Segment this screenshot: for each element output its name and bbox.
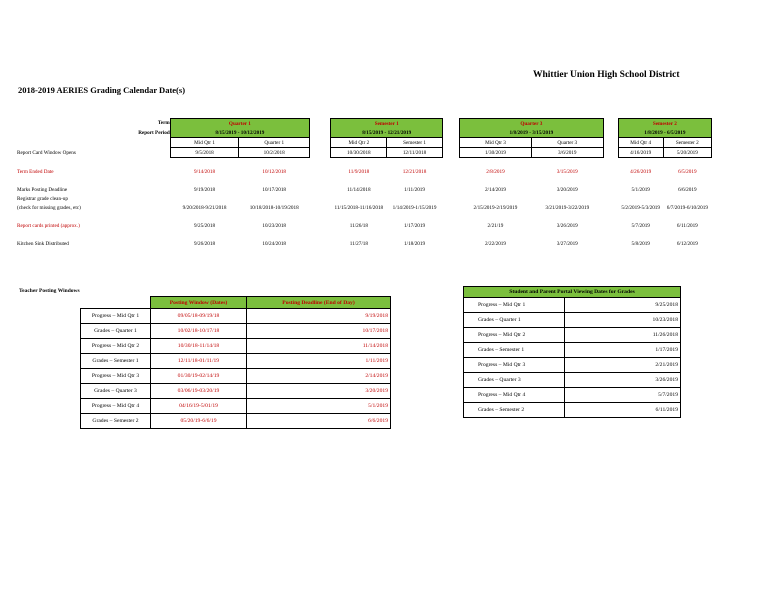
date-cell: 3/21/2019-3/22/2019: [545, 204, 590, 211]
date-cell: 10/24/2018: [262, 240, 287, 247]
row-label: Report cards printed (approx.): [17, 222, 80, 229]
date-cell: 1/17/2019: [404, 222, 426, 229]
date-cell: 2/8/2019: [486, 168, 505, 175]
portal-label: Grades – Semester 1: [464, 343, 565, 358]
date-cell: 10/30/2018: [331, 148, 387, 158]
table-row: [464, 403, 681, 418]
date-cell: 5/8/2019: [631, 240, 650, 247]
posting-deadline: 3/20/2019: [247, 384, 391, 399]
posting-window: 03/06/19-03/20/19: [151, 384, 247, 399]
row-label: Term Ended Date: [17, 168, 54, 175]
calendar-title: 2018-2019 AERIES Grading Calendar Date(s): [18, 85, 186, 95]
period-label: Mid Qtr 3: [460, 138, 532, 148]
date-cell: 9/26/2018: [194, 240, 216, 247]
posting-deadline: 6/6/2019: [247, 414, 391, 429]
row-label: Report Card Window Opens: [17, 149, 76, 156]
date-cell: 10/2/2018: [239, 148, 310, 158]
portal-viewing-table: [463, 286, 681, 418]
posting-window: 04/16/19-5/01/19: [151, 399, 247, 414]
portal-label: Progress – Mid Qtr 2: [464, 328, 565, 343]
term-ended-row: [17, 167, 712, 176]
row-label: (check for missing grades, etc): [17, 204, 81, 211]
term-header-row: [17, 119, 712, 129]
date-cell: 9/20/2018-9/21/2018: [182, 204, 227, 211]
row-label: Marks Posting Deadline: [17, 186, 68, 193]
posting-deadline: 5/1/2019: [247, 399, 391, 414]
date-cell: 2/21/19: [487, 222, 504, 229]
portal-label: Progress – Mid Qtr 1: [464, 298, 565, 313]
posting-label: Progress – Mid Qtr 1: [81, 309, 151, 324]
date-cell: 4/16/2019: [618, 148, 663, 158]
grading-calendar-table: [17, 118, 712, 248]
table-row: [464, 358, 681, 373]
posting-window: 10/30/18-11/14/18: [151, 339, 247, 354]
period-label: Mid Qtr 2: [331, 138, 387, 148]
date-cell: 6/6/2019: [678, 186, 697, 193]
posting-window: 09/05/18-09/19/18: [151, 309, 247, 324]
date-cell: 2/22/2019: [484, 240, 506, 247]
report-cards-printed-row: [17, 221, 712, 230]
date-cell: 1/30/2019: [460, 148, 532, 158]
range-header-row: [17, 128, 712, 138]
quarter3-range: 1/8/2019 - 3/15/2019: [460, 128, 604, 138]
report-card-window-row: [17, 148, 712, 158]
portal-label: Progress – Mid Qtr 4: [464, 388, 565, 403]
table-row: [81, 369, 391, 384]
date-cell: 2/14/2019: [484, 186, 506, 193]
date-cell: 3/15/2019: [556, 168, 578, 175]
posting-label: Grades – Quarter 1: [81, 324, 151, 339]
teacher-posting-header: [81, 297, 391, 309]
portal-date: 1/17/2019: [565, 343, 681, 358]
table-row: [464, 313, 681, 328]
posting-label: Grades – Semester 2: [81, 414, 151, 429]
date-cell: 10/18/2018-10/19/2018: [249, 204, 299, 211]
date-cell: 3/6/2019: [531, 148, 603, 158]
table-row: [464, 388, 681, 403]
period-label: Mid Qtr 4: [618, 138, 663, 148]
table-row: [81, 339, 391, 354]
table-row: [464, 373, 681, 388]
date-cell: 11/9/2018: [348, 168, 370, 175]
date-cell: 6/11/2019: [676, 222, 698, 229]
portal-date: 2/21/2019: [565, 358, 681, 373]
date-cell: 5/20/2019: [663, 148, 711, 158]
posting-window: 01/30/19-02/14/19: [151, 369, 247, 384]
period-label: Semester 2: [663, 138, 711, 148]
quarter3-header: Quarter 3: [460, 119, 604, 129]
date-cell: 12/21/2018: [402, 168, 427, 175]
date-cell: 1/14/2019-1/15/2019: [392, 204, 437, 211]
district-name: Whittier Union High School District: [533, 70, 680, 80]
posting-deadline: 1/11/2019: [247, 354, 391, 369]
quarter1-header: Quarter 1: [170, 119, 309, 129]
table-row: [464, 343, 681, 358]
portal-label: Grades – Quarter 1: [464, 313, 565, 328]
date-cell: 6/12/2019: [676, 240, 698, 247]
portal-label: Grades – Quarter 3: [464, 373, 565, 388]
registrar-label-row: [17, 194, 712, 203]
semester2-header: Semester 2: [618, 119, 711, 129]
semester1-range: 8/15/2019 - 12/21/2019: [331, 128, 442, 138]
table-row: [464, 298, 681, 313]
date-cell: 3/26/2019: [556, 222, 578, 229]
date-cell: 1/11/2019: [404, 186, 425, 193]
date-cell: 9/25/2018: [194, 222, 216, 229]
date-cell: 10/12/2018: [262, 168, 287, 175]
table-row: [81, 354, 391, 369]
marks-posting-row: [17, 185, 712, 194]
posting-label: Progress – Mid Qtr 3: [81, 369, 151, 384]
posting-label: Progress – Mid Qtr 4: [81, 399, 151, 414]
date-cell: 5/1/2019: [631, 186, 650, 193]
row-label: Kitchen Sink Distributed: [17, 240, 69, 247]
date-cell: 5/7/2019: [631, 222, 650, 229]
date-cell: 2/15/2019-2/19/2019: [473, 204, 518, 211]
period-label: Quarter 1: [239, 138, 310, 148]
posting-window: 12/11/18-01/11/19: [151, 354, 247, 369]
portal-date: 10/23/2018: [565, 313, 681, 328]
term-label: Term: [157, 120, 170, 127]
posting-label: Grades – Quarter 3: [81, 384, 151, 399]
posting-deadline: 11/14/2018: [247, 339, 391, 354]
date-cell: 12/11/2018: [387, 148, 443, 158]
date-cell: 11/14/2018: [347, 186, 371, 193]
teacher-posting-title: Teacher Posting Windows: [19, 288, 80, 294]
table-row: [81, 414, 391, 429]
portal-label: Progress – Mid Qtr 3: [464, 358, 565, 373]
portal-date: 5/7/2019: [565, 388, 681, 403]
date-cell: 11/27/18: [349, 240, 368, 247]
posting-window-header: Posting Window (Dates): [151, 297, 247, 309]
table-row: [81, 309, 391, 324]
posting-window: 10/02/18-10/17/18: [151, 324, 247, 339]
date-cell: 11/26/18: [349, 222, 368, 229]
date-cell: 5/2/2019-5/3/2019: [621, 204, 660, 211]
portal-date: 3/26/2019: [565, 373, 681, 388]
date-cell: 1/18/2019: [404, 240, 426, 247]
date-cell: 10/17/2018: [262, 186, 287, 193]
report-period-label: Report Period: [138, 129, 170, 136]
portal-date: 6/11/2019: [565, 403, 681, 418]
table-row: [464, 328, 681, 343]
kitchen-sink-row: [17, 239, 712, 248]
table-row: [81, 324, 391, 339]
posting-label: Grades – Semester 1: [81, 354, 151, 369]
period-label: Mid Qtr 1: [170, 138, 239, 148]
portal-viewing-header: [464, 287, 681, 298]
teacher-posting-table: [80, 296, 391, 429]
date-cell: 9/5/2018: [170, 148, 239, 158]
table-row: [81, 384, 391, 399]
quarter1-range: 8/15/2019 - 10/12/2019: [170, 128, 309, 138]
portal-label: Grades – Semester 2: [464, 403, 565, 418]
date-cell: 3/27/2019: [556, 240, 578, 247]
date-cell: 10/23/2018: [262, 222, 287, 229]
portal-viewing-title: Student and Parent Portal Viewing Dates for Grades: [464, 287, 681, 298]
posting-label: Progress – Mid Qtr 2: [81, 339, 151, 354]
registrar-row: [17, 203, 712, 212]
period-label: Quarter 3: [531, 138, 603, 148]
semester2-range: 1/8/2019 - 6/5/2019: [618, 128, 711, 138]
date-cell: 6/7/2019-6/10/2019: [666, 204, 708, 211]
posting-deadline: 10/17/2018: [247, 324, 391, 339]
date-cell: 4/26/2019: [630, 168, 652, 175]
period-label: Semester 1: [387, 138, 443, 148]
posting-deadline-header: Posting Deadline (End of Day): [247, 297, 391, 309]
date-cell: 9/19/2018: [194, 186, 216, 193]
semester1-header: Semester 1: [331, 119, 442, 129]
posting-deadline: 9/19/2018: [247, 309, 391, 324]
date-cell: 11/15/2018-11/16/2018: [334, 204, 384, 211]
posting-window: 05/20/19-6/6/19: [151, 414, 247, 429]
row-label: Registrar grade clean-up: [17, 195, 68, 202]
table-row: [81, 399, 391, 414]
posting-deadline: 2/14/2019: [247, 369, 391, 384]
period-row: [17, 138, 712, 148]
date-cell: 9/14/2018: [194, 168, 216, 175]
portal-date: 11/26/2018: [565, 328, 681, 343]
date-cell: 3/20/2019: [556, 186, 578, 193]
date-cell: 6/5/2019: [678, 168, 697, 175]
portal-date: 9/25/2018: [565, 298, 681, 313]
